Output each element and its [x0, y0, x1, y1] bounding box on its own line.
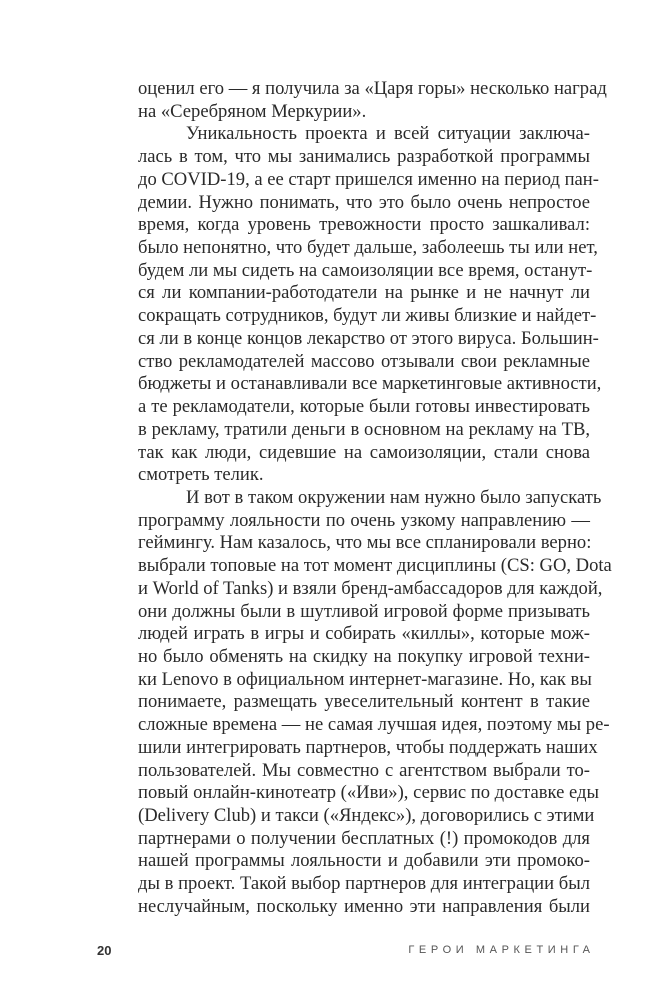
text-line: неслучайным, поскольку именно эти направления были — [138, 895, 590, 917]
text-line: до COVID-19, а ее старт пришелся именно на период пан- — [138, 168, 599, 190]
text-line: в рекламу, тратили деньги в основном на рекламу на ТВ, — [138, 418, 590, 440]
text-line: ся ли компании-работодатели на рынке и не начнут ли — [138, 282, 590, 304]
text-line: людей играть в игры и собирать «киллы», которые мож- — [138, 623, 590, 645]
text-line: ды в проект. Такой выбор партнеров для интеграции был — [138, 873, 590, 895]
text-line: шили интегрировать партнеров, чтобы поддержать наших — [138, 736, 598, 758]
text-line: на «Серебряном Меркурии». — [138, 100, 367, 122]
text-line: повый онлайн-кинотеатр («Иви»), сервис по доставке еды — [138, 782, 599, 804]
text-line: лась в том, что мы занимались разработкой программы — [138, 146, 590, 168]
text-line: а те рекламодатели, которые были готовы инвестировать — [138, 396, 590, 418]
text-line: оценил его — я получила за «Царя горы» несколько наград — [138, 78, 607, 99]
text-line: пользователей. Мы совместно с агентством выбрали то- — [138, 759, 590, 781]
text-line: ство рекламодателей массово отзывали свои рекламные — [138, 350, 590, 372]
text-line: было непонятно, что будет дальше, заболеешь ты или нет, — [138, 237, 598, 259]
text-line: и World of Tanks) и взяли бренд-амбассадоров для каждой, — [138, 577, 603, 599]
text-line: ся ли в конце концов лекарство от этого вируса. Большин- — [138, 327, 599, 349]
text-line: (Delivery Club) и такси («Яндекс»), договорились с этими — [138, 805, 595, 826]
text-line: смотреть телик. — [138, 464, 264, 486]
text-line: сложные времена — не самая лучшая идея, поэтому мы ре- — [138, 714, 610, 736]
page-number: 20 — [97, 943, 112, 958]
text-line: Уникальность проекта и всей ситуации заключа- — [186, 123, 590, 145]
paragraph — [138, 486, 612, 919]
text-line: они должны были в шутливой игровой форме призывать — [138, 600, 590, 622]
text-line: сокращать сотрудников, будут ли живы близкие и найдет- — [138, 305, 597, 327]
text-line: бюджеты и останавливали все маркетинговые активности, — [138, 373, 602, 395]
text-line: ки Lenovo в официальном интернет-магазине. Но, как вы — [138, 668, 592, 690]
paragraph — [138, 123, 602, 487]
text-line: выбрали топовые на тот момент дисциплины (CS: GO, Dota — [138, 555, 612, 577]
paragraph — [138, 78, 607, 123]
text-line: партнерами о получении бесплатных (!) промокодов для — [138, 827, 590, 849]
text-line: нашей программы лояльности и добавили эти промоко- — [138, 850, 590, 872]
body-text — [138, 78, 612, 919]
text-line: так как люди, сидевшие на самоизоляции, стали снова — [138, 441, 590, 463]
text-line: программу лояльности по очень узкому направлению — — [138, 509, 590, 531]
text-line: демии. Нужно понимать, что это было очень непростое — [138, 191, 590, 213]
text-line: но было обменять на скидку на покупку игровой техни- — [138, 645, 590, 667]
text-line: будем ли мы сидеть на самоизоляции все время, останут- — [138, 259, 593, 281]
text-line: геймингу. Нам казалось, что мы все спланировали верно: — [138, 532, 592, 554]
text-line: время, когда уровень тревожности просто зашкаливал: — [138, 214, 590, 236]
text-line: И вот в таком окружении нам нужно было запускать — [186, 486, 602, 508]
running-title: ГЕРОИ МАРКЕТИНГА — [408, 944, 595, 956]
text-line: понимаете, размещать увеселительный контент в такие — [138, 691, 590, 713]
